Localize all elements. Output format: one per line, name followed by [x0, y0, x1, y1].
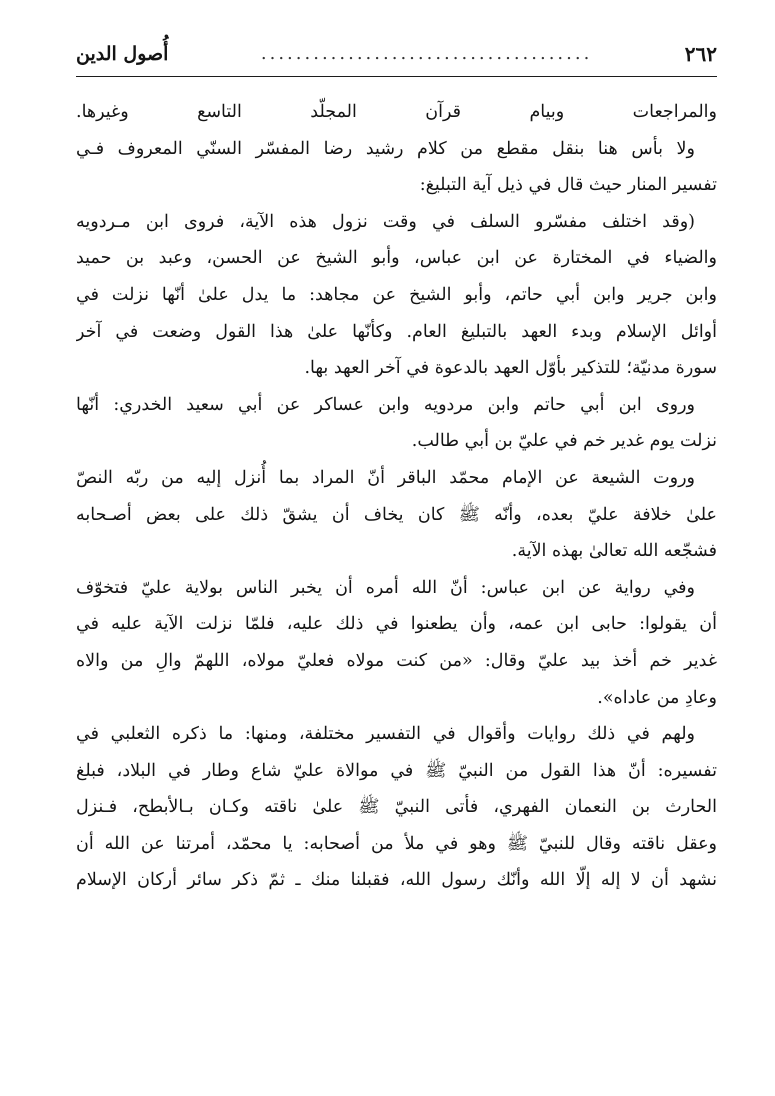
text-line: علىٰ خلافة عليّ بعده، وأنّه ﷺ كان يخاف أن يشقّ ذلك على بعض أصـحابه [76, 504, 717, 525]
book-title: أُصول الدين [76, 43, 169, 65]
text-line: وفي رواية عن ابن عباس: أنّ الله أمره أن يخبر الناس بولاية عليّ فتخوّف [76, 577, 695, 598]
text-line: وروى ابن أبي حاتم وابن مردويه وابن عساكر عن أبي سعيد الخدري: أنّها [76, 394, 695, 415]
text-line: نزلت يوم غدير خم في عليّ بن أبي طالب. [411, 431, 717, 452]
text-line: وعادِ من عاداه». [597, 687, 717, 708]
text-line: والمراجعات وبيام قرآن المجلّد التاسع وغيرها. [76, 102, 717, 122]
text-line: تفسيره: أنّ هذا القول من النبيّ ﷺ في موالاة عليّ شاع وطار في البلاد، فبلغ [76, 760, 717, 781]
text-line: غدير خم أخذ بيد عليّ وقال: «من كنت مولاه فعليّ مولاه، اللهمّ والِ من والاه [76, 650, 717, 671]
text-line: وعقل ناقته وقال للنبيّ ﷺ وهو في ملأ من أصحابه: يا محمّد، أمرتنا عن الله أن [76, 833, 717, 854]
page-header [76, 34, 717, 74]
page-body [76, 94, 717, 899]
text-line: ولا بأس هنا بنقل مقطع من كلام رشيد رضا المفسّر السنّي المعروف فـي [76, 138, 695, 159]
text-line: نشهد أن لا إله إلّا الله وأنّك رسول الله، فقبلنا منك ـ ثمّ ذكر سائر أركان الإسلام [76, 870, 717, 891]
text-line: أوائل الإسلام وبدء العهد بالتبليغ العام. وكأنّها علىٰ هذا القول وضعت في آخر [76, 321, 717, 342]
text-line: أن يقولوا: حابى ابن عمه، وأن يطعنوا في ذلك عليه، فلمّا نزلت الآية عليه في [76, 614, 717, 635]
text-line: والضياء في المختارة عن ابن عباس، وأبو الشيخ عن الحسن، وعبد بن حميد [76, 248, 717, 269]
header-rule [76, 76, 717, 77]
text-line: وروت الشيعة عن الإمام محمّد الباقر أنّ المراد بما أُنزل إليه من ربّه النصّ [76, 467, 695, 488]
text-line: ولهم في ذلك روايات وأقوال في التفسير مختلفة، ومنها: ما ذكره الثعلبي في [76, 724, 695, 745]
text-line: وابن جرير وابن أبي حاتم، وأبو الشيخ عن مجاهد: ما يدل علىٰ أنّها نزلت في [76, 284, 717, 305]
text-line: تفسير المنار حيث قال في ذيل آية التبليغ: [419, 175, 717, 196]
header-leader-dots: ...................................... [260, 45, 593, 63]
text-line: (وقد اختلف مفسّرو السلف في وقت نزول هذه الآية، فروى ابن مـردويه [76, 211, 695, 232]
page-number: ٢٦٢ [684, 42, 717, 66]
text-line: فشجّعه الله تعالىٰ بهذه الآية. [511, 541, 717, 562]
text-line: الحارث بن النعمان الفهري، فأتى النبيّ ﷺ علىٰ ناقته وكـان بـالأبطح، فـنزل [76, 797, 717, 818]
text-line: سورة مدنيّة؛ للتذكير بأوّل العهد بالدعوة في آخر العهد بها. [304, 358, 717, 379]
